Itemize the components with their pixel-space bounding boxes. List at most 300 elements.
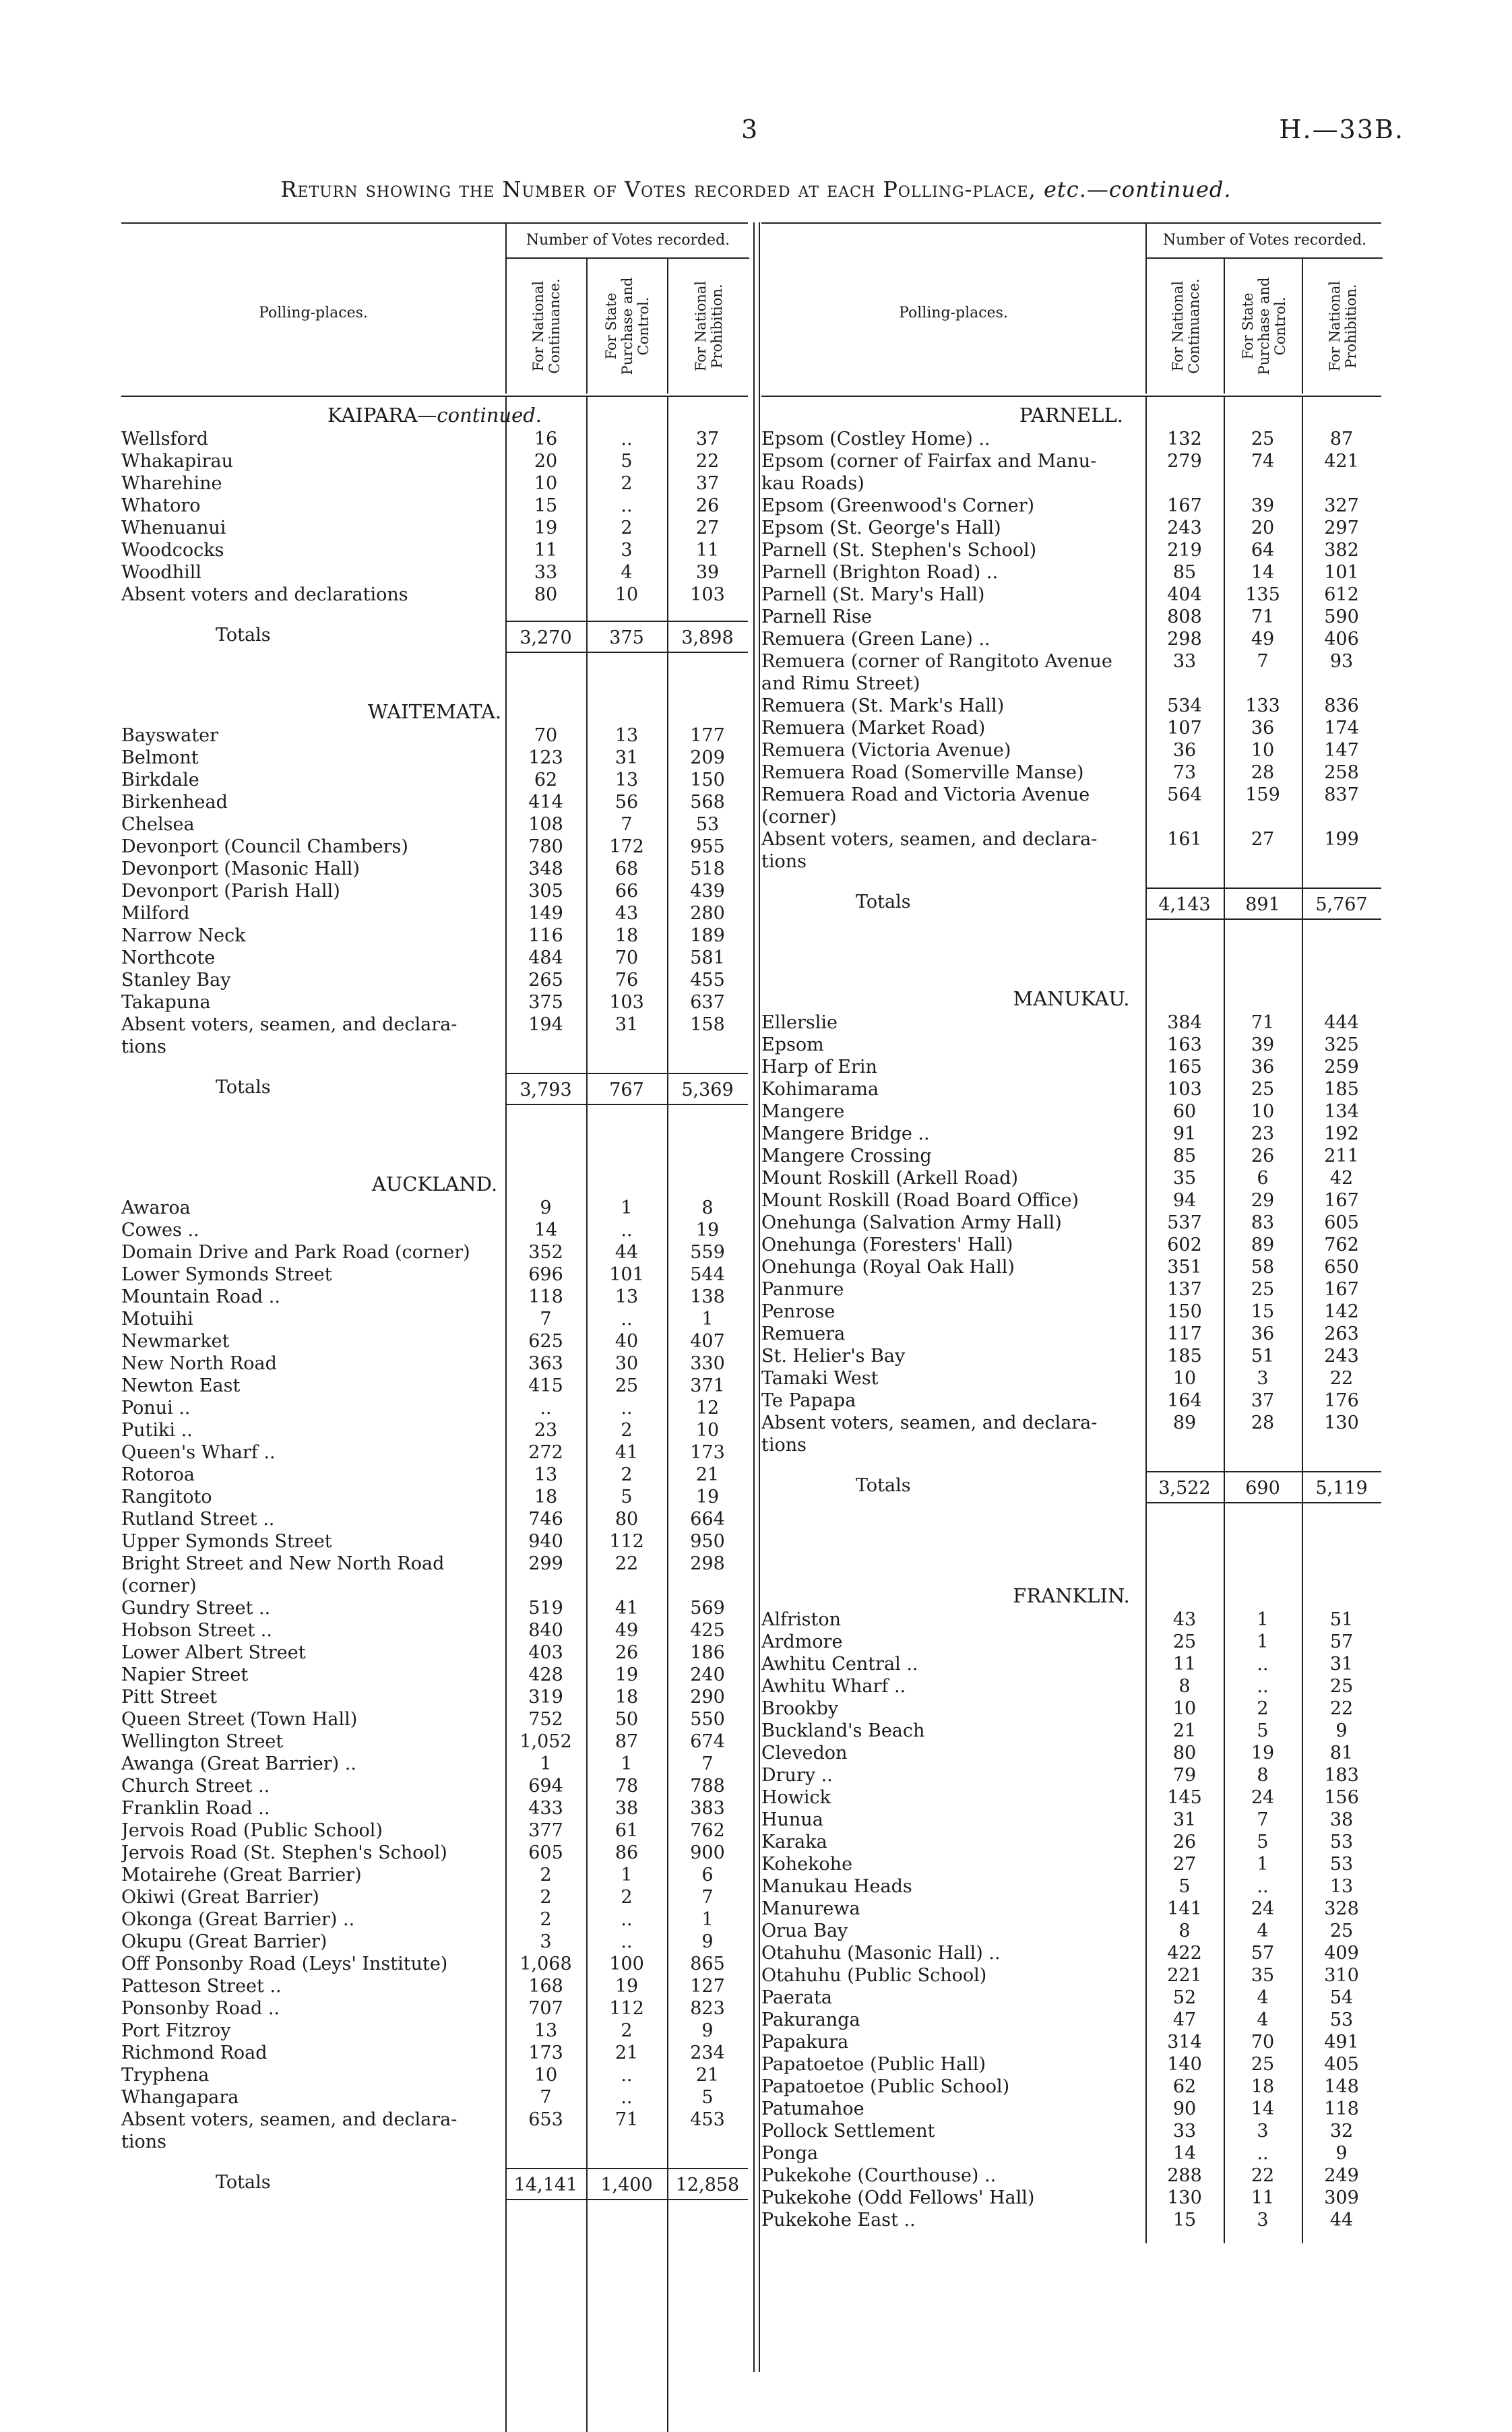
vote-count: 444 — [1324, 1012, 1359, 1033]
vote-count: 26 — [695, 495, 720, 516]
table-row — [761, 739, 1381, 761]
vote-count — [505, 1575, 586, 1597]
vote-count: 11 — [1172, 1654, 1197, 1675]
vote-count: .. — [1257, 1654, 1269, 1675]
vote-count: 5 — [621, 451, 633, 472]
polling-place-name: Mangere Crossing — [761, 1146, 932, 1166]
table-row — [121, 1352, 748, 1375]
polling-place-name: Queen Street (Town Hall) — [121, 1709, 358, 1730]
table-row — [761, 1412, 1381, 1434]
section-title: WAITEMATA. — [367, 700, 502, 723]
vote-count: 26 — [1251, 1146, 1275, 1166]
table-row — [121, 1708, 748, 1731]
polling-place-name: Absent voters, seamen, and declara- — [121, 2109, 458, 2130]
vote-count: 288 — [1167, 2165, 1202, 2186]
vote-count: 674 — [690, 1731, 725, 1752]
polling-place-name: Karaka — [761, 1832, 827, 1852]
vote-count: 259 — [1324, 1057, 1359, 1078]
table-row — [121, 1264, 748, 1286]
vote-count: 15 — [1172, 2210, 1197, 2231]
vote-count: 1 — [1257, 1609, 1269, 1630]
vote-count — [1145, 850, 1224, 873]
vote-count: 36 — [1251, 1057, 1275, 1078]
vote-count: 11 — [534, 540, 558, 561]
vote-count: 2 — [540, 1865, 552, 1885]
vote-count: 140 — [1167, 2054, 1202, 2075]
polling-place-name: Wellington Street — [121, 1731, 284, 1752]
polling-place-name: Remuera (Green Lane) .. — [761, 629, 990, 650]
polling-place-name: Manukau Heads — [761, 1876, 912, 1897]
polling-place-name: Putiki .. — [121, 1420, 193, 1441]
vote-count: 612 — [1324, 584, 1359, 605]
table-row — [761, 1764, 1381, 1786]
table-row — [761, 1345, 1381, 1367]
polling-place-name: Parnell Rise — [761, 606, 872, 627]
vote-count: 280 — [690, 903, 725, 924]
polling-place-name: Rutland Street .. — [121, 1509, 275, 1530]
table-row — [121, 813, 748, 836]
table-row — [121, 1575, 748, 1597]
vote-count: 53 — [1329, 2009, 1354, 2030]
table-row — [121, 947, 748, 969]
left-table-body — [121, 397, 748, 2200]
table-row — [761, 850, 1381, 873]
vote-count: 2 — [621, 1420, 633, 1441]
vote-count: 185 — [1324, 1079, 1359, 1100]
table-row — [761, 1323, 1381, 1345]
vote-count — [1302, 806, 1381, 828]
polling-place-name: Absent voters, seamen, and declara- — [121, 1014, 458, 1035]
page-title — [0, 177, 1512, 202]
vote-count: 1 — [1257, 1631, 1269, 1652]
vote-count: 382 — [1324, 540, 1359, 561]
polling-place-name: Stanley Bay — [121, 970, 231, 991]
vote-count — [586, 1036, 667, 1058]
vote-count: 298 — [690, 1553, 725, 1574]
totals-row — [121, 2168, 748, 2200]
polling-place-name: Brookby — [761, 1698, 839, 1719]
polling-place-name: Epsom — [761, 1034, 824, 1055]
vote-count — [667, 1575, 748, 1597]
vote-count: 31 — [1329, 1654, 1354, 1675]
vote-count: 20 — [1251, 518, 1275, 538]
totals-value: 3,522 — [1145, 1471, 1224, 1503]
vote-count: 100 — [609, 1954, 644, 1974]
polling-place-name: tions — [761, 1435, 807, 1456]
vote-count: 4 — [621, 562, 633, 583]
col-prohibition-header-right: For National Prohibition. — [1302, 259, 1383, 394]
right-table-body — [761, 397, 1381, 2231]
vote-count: 33 — [1172, 651, 1197, 672]
vote-count: 183 — [1324, 1765, 1359, 1786]
table-row — [761, 1278, 1381, 1301]
table-row — [121, 1530, 748, 1553]
table-row — [761, 1189, 1381, 1212]
table-row — [761, 2209, 1381, 2231]
vote-count: 433 — [528, 1798, 563, 1819]
vote-count: 837 — [1324, 784, 1359, 805]
vote-count: 43 — [1172, 1609, 1197, 1630]
polling-place-name: Awanga (Great Barrier) .. — [121, 1753, 356, 1774]
table-row — [761, 1123, 1381, 1145]
table-row — [121, 2109, 748, 2131]
table-row — [761, 828, 1381, 850]
vote-count: 78 — [615, 1776, 639, 1797]
polling-place-name: Birkenhead — [121, 792, 228, 813]
vote-count: 2 — [540, 1909, 552, 1930]
polling-place-name: Mount Roskill (Arkell Road) — [761, 1168, 1019, 1189]
vote-count: 47 — [1172, 2009, 1197, 2030]
vote-count: 51 — [1251, 1346, 1275, 1367]
totals-row — [121, 621, 748, 653]
table-row — [121, 1997, 748, 2020]
table-row — [121, 769, 748, 791]
table-row — [121, 1597, 748, 1619]
polling-place-name: Pitt Street — [121, 1687, 218, 1708]
table-row — [761, 495, 1381, 517]
table-row — [761, 761, 1381, 784]
vote-count: .. — [621, 1909, 633, 1930]
table-row — [121, 1486, 748, 1508]
vote-count: 23 — [1251, 1123, 1275, 1144]
table-row — [761, 2009, 1381, 2031]
polling-place-name: Remuera Road and Victoria Avenue — [761, 784, 1090, 805]
vote-count: 107 — [1167, 718, 1202, 739]
vote-count: 101 — [609, 1264, 644, 1285]
polling-place-name: tions — [121, 1036, 166, 1057]
vote-count: 8 — [1178, 1676, 1191, 1697]
vote-count: 39 — [695, 562, 720, 583]
totals-label: Totals — [856, 1475, 911, 1496]
polling-place-name: Devonport (Council Chambers) — [121, 836, 408, 857]
polling-place-name: Manurewa — [761, 1898, 860, 1919]
vote-count: 24 — [1251, 1898, 1275, 1919]
vote-count: 414 — [528, 792, 563, 813]
polling-place-name: Kohimarama — [761, 1079, 879, 1100]
polling-place-name: Whangapara — [121, 2087, 239, 2108]
totals-value: 690 — [1224, 1471, 1302, 1503]
col-state-purchase-header: For State Purchase and Control. — [586, 259, 667, 394]
vote-count: 9 — [1335, 2143, 1348, 2164]
vote-count: 5 — [1257, 1720, 1269, 1741]
polling-place-name: Gundry Street .. — [121, 1598, 271, 1619]
totals-label: Totals — [216, 625, 271, 646]
right-table-header — [761, 222, 1381, 397]
vote-count: 85 — [1172, 562, 1197, 583]
polling-place-name: Port Fitzroy — [121, 2020, 231, 2041]
vote-count — [586, 1575, 667, 1597]
vote-count: 147 — [1324, 740, 1359, 761]
table-row — [121, 584, 748, 606]
vote-count: 2 — [621, 1464, 633, 1485]
vote-count: 60 — [1172, 1101, 1197, 1122]
vote-count: 5 — [1178, 1876, 1191, 1897]
vote-count: .. — [1257, 1676, 1269, 1697]
section-title: FRANKLIN. — [1013, 1584, 1130, 1607]
table-row — [121, 1553, 748, 1575]
vote-count: .. — [1257, 1876, 1269, 1897]
vote-count: 80 — [534, 584, 558, 605]
vote-count: 1,068 — [519, 1954, 572, 1974]
vote-count: 650 — [1324, 1257, 1359, 1278]
vote-count: 351 — [1167, 1257, 1202, 1278]
polling-place-name: Queen's Wharf .. — [121, 1442, 276, 1463]
vote-count: 174 — [1324, 718, 1359, 739]
vote-count: 518 — [690, 859, 725, 879]
polling-place-name: Pakuranga — [761, 2009, 860, 2030]
vote-count: 117 — [1167, 1323, 1202, 1344]
vote-count: 116 — [528, 925, 563, 946]
table-row — [761, 2142, 1381, 2164]
vote-count: 309 — [1324, 2187, 1359, 2208]
vote-count: 11 — [695, 540, 720, 561]
vote-count: 762 — [1324, 1235, 1359, 1255]
vote-count: 1,052 — [519, 1731, 572, 1752]
polling-place-name: Lower Albert Street — [121, 1642, 306, 1663]
vote-count: 2 — [621, 2020, 633, 2041]
vote-count: 19 — [695, 1220, 720, 1241]
table-row — [121, 1197, 748, 1219]
vote-count: 36 — [1251, 718, 1275, 739]
vote-count: 7 — [540, 2087, 552, 2108]
vote-count: 31 — [615, 1014, 639, 1035]
table-row — [121, 1642, 748, 1664]
vote-count: 133 — [1245, 695, 1280, 716]
polling-place-name: Alfriston — [761, 1609, 842, 1630]
polling-place-name: Newmarket — [121, 1331, 230, 1352]
vote-count: 425 — [690, 1620, 725, 1641]
vote-count: 5 — [621, 1487, 633, 1507]
vote-count: 590 — [1324, 606, 1359, 627]
vote-count: 53 — [1329, 1832, 1354, 1852]
vote-count: 22 — [1329, 1368, 1354, 1389]
table-row — [121, 902, 748, 925]
vote-count: 439 — [690, 881, 725, 902]
vote-count: 375 — [528, 992, 563, 1013]
vote-count: 167 — [1324, 1279, 1359, 1300]
vote-count: 407 — [690, 1331, 725, 1352]
vote-count: .. — [621, 2087, 633, 2108]
vote-count — [1302, 850, 1381, 873]
vote-count: 134 — [1324, 1101, 1359, 1122]
vote-count: 35 — [1251, 1965, 1275, 1986]
totals-label: Totals — [216, 2172, 271, 2193]
table-row — [761, 806, 1381, 828]
vote-count: .. — [1257, 2143, 1269, 2164]
vote-count: 4 — [1257, 1987, 1269, 2008]
table-row — [761, 1920, 1381, 1942]
table-row — [121, 1464, 748, 1486]
table-row — [121, 858, 748, 880]
vote-count: 33 — [1172, 2121, 1197, 2142]
vote-count: 544 — [690, 1264, 725, 1285]
vote-count — [1145, 472, 1224, 495]
polling-place-name: Jervois Road (Public School) — [121, 1820, 383, 1841]
vote-count: 39 — [1251, 1034, 1275, 1055]
vote-count: 130 — [1167, 2187, 1202, 2208]
polling-place-name: tions — [121, 2131, 166, 2152]
table-row — [121, 1419, 748, 1441]
table-row — [121, 1619, 748, 1642]
vote-count: 605 — [528, 1842, 563, 1863]
vote-count: 80 — [1172, 1743, 1197, 1764]
vote-count: .. — [621, 1309, 633, 1330]
vote-count: 30 — [615, 1353, 639, 1374]
vote-count: 3 — [540, 1931, 552, 1952]
vote-count: 13 — [615, 1286, 639, 1307]
vote-count: 11 — [1251, 2187, 1275, 2208]
table-row — [761, 1786, 1381, 1809]
table-row — [761, 1742, 1381, 1764]
vote-count: 101 — [1324, 562, 1359, 583]
table-row — [121, 791, 748, 813]
vote-count: 550 — [690, 1709, 725, 1730]
vote-count: 243 — [1324, 1346, 1359, 1367]
vote-count: 14 — [1172, 2143, 1197, 2164]
table-row — [761, 1942, 1381, 1964]
totals-row — [121, 1073, 748, 1105]
vote-count: 62 — [534, 770, 558, 790]
vote-count: 602 — [1167, 1235, 1202, 1255]
vote-count: 132 — [1167, 429, 1202, 449]
vote-count: 22 — [1251, 2165, 1275, 2186]
vote-count: 1 — [1257, 1854, 1269, 1875]
vote-count — [1302, 1434, 1381, 1456]
vote-count: 71 — [615, 2109, 639, 2130]
vote-count: 86 — [615, 1842, 639, 1863]
column-divider — [753, 222, 760, 2372]
vote-count: 519 — [528, 1598, 563, 1619]
vote-count: 625 — [528, 1331, 563, 1352]
table-row — [761, 1167, 1381, 1189]
polling-place-name: Pukekohe (Courthouse) .. — [761, 2165, 997, 2186]
table-row — [761, 1697, 1381, 1720]
vote-count: 173 — [528, 2043, 563, 2063]
polling-place-name: Bright Street and New North Road — [121, 1553, 445, 1574]
table-row — [761, 717, 1381, 739]
vote-count: 484 — [528, 947, 563, 968]
table-row — [761, 1367, 1381, 1390]
vote-count: 18 — [615, 1687, 639, 1708]
vote-count: 696 — [528, 1264, 563, 1285]
vote-count: 377 — [528, 1820, 563, 1841]
vote-count: 138 — [690, 1286, 725, 1307]
table-row — [121, 1664, 748, 1686]
polling-place-name: Awhitu Central .. — [761, 1654, 918, 1675]
vote-count: 211 — [1324, 1146, 1359, 1166]
vote-count: 41 — [615, 1442, 639, 1463]
vote-count: 25 — [1329, 1921, 1354, 1941]
vote-count: 199 — [1324, 829, 1359, 850]
vote-count: 161 — [1167, 829, 1202, 850]
vote-count: 165 — [1167, 1057, 1202, 1078]
polling-place-name: Ponui .. — [121, 1398, 191, 1418]
table-row — [121, 880, 748, 902]
polling-place-name: Okonga (Great Barrier) .. — [121, 1909, 355, 1930]
polling-place-name: Rangitoto — [121, 1487, 212, 1507]
vote-count: 31 — [1172, 1809, 1197, 1830]
vote-count: 137 — [1167, 1279, 1202, 1300]
polling-place-name: Pollock Settlement — [761, 2121, 935, 2142]
vote-count: 4 — [1257, 2009, 1269, 2030]
vote-count: 2 — [1257, 1698, 1269, 1719]
right-column — [761, 222, 1381, 2231]
polling-place-name: Pukekohe East .. — [761, 2210, 916, 2231]
vote-count — [1224, 806, 1302, 828]
vote-count: 13 — [1329, 1876, 1354, 1897]
vote-count — [667, 1036, 748, 1058]
vote-count: 81 — [1329, 1743, 1354, 1764]
vote-count: .. — [621, 429, 633, 449]
totals-value: 767 — [586, 1073, 667, 1105]
table-row — [121, 1014, 748, 1036]
vote-count: 89 — [1172, 1412, 1197, 1433]
section-title: KAIPARA—continued. — [327, 404, 542, 427]
table-row — [121, 1686, 748, 1708]
vote-count: 21 — [695, 1464, 720, 1485]
polling-place-name: Absent voters, seamen, and declara- — [761, 829, 1098, 850]
table-row — [121, 2131, 748, 2153]
vote-count: 6 — [701, 1865, 714, 1885]
section-title: MANUKAU. — [1013, 987, 1130, 1010]
vote-count — [586, 2131, 667, 2153]
vote-count: 71 — [1251, 606, 1275, 627]
vote-count: 428 — [528, 1664, 563, 1685]
vote-count: 25 — [1329, 1676, 1354, 1697]
vote-count: 50 — [615, 1709, 639, 1730]
vote-count: 68 — [615, 859, 639, 879]
table-row — [121, 1036, 748, 1058]
table-row — [761, 1100, 1381, 1123]
polling-place-name: Ellerslie — [761, 1012, 838, 1033]
vote-count: 56 — [615, 792, 639, 813]
polling-place-name: Belmont — [121, 747, 199, 768]
table-row — [121, 1241, 748, 1264]
vote-count: 118 — [528, 1286, 563, 1307]
col-continuance-header-right: For National Continuance. — [1145, 259, 1225, 394]
vote-count: 5 — [701, 2087, 714, 2108]
polling-place-name: Papatoetoe (Public Hall) — [761, 2054, 986, 2075]
vote-count: 10 — [1251, 740, 1275, 761]
vote-count: 10 — [695, 1420, 720, 1441]
vote-count: 221 — [1167, 1965, 1202, 1986]
vote-count: 3 — [1257, 2210, 1269, 2231]
vote-count: 12 — [695, 1398, 720, 1418]
vote-count: 569 — [690, 1598, 725, 1619]
vote-count: 173 — [690, 1442, 725, 1463]
table-row — [761, 628, 1381, 650]
vote-count: 87 — [1329, 429, 1354, 449]
table-row — [761, 1609, 1381, 1631]
vote-count: 112 — [609, 1998, 644, 2019]
vote-count: 148 — [1324, 2076, 1359, 2097]
vote-count: 70 — [1251, 2032, 1275, 2053]
vote-count: 955 — [690, 836, 725, 857]
table-row — [121, 836, 748, 858]
vote-count: 103 — [690, 584, 725, 605]
page-number: 3 — [741, 115, 758, 144]
vote-count: 7 — [1257, 1809, 1269, 1830]
vote-count: 900 — [690, 1842, 725, 1863]
table-row — [761, 784, 1381, 806]
polling-place-name: Patteson Street .. — [121, 1976, 282, 1997]
polling-place-name: (corner) — [761, 807, 837, 828]
vote-count: 130 — [1324, 1412, 1359, 1433]
left-table-header — [121, 222, 748, 397]
polling-place-name: Jervois Road (St. Stephen's School) — [121, 1842, 447, 1863]
vote-count: 141 — [1167, 1898, 1202, 1919]
polling-place-name: Hunua — [761, 1809, 823, 1830]
